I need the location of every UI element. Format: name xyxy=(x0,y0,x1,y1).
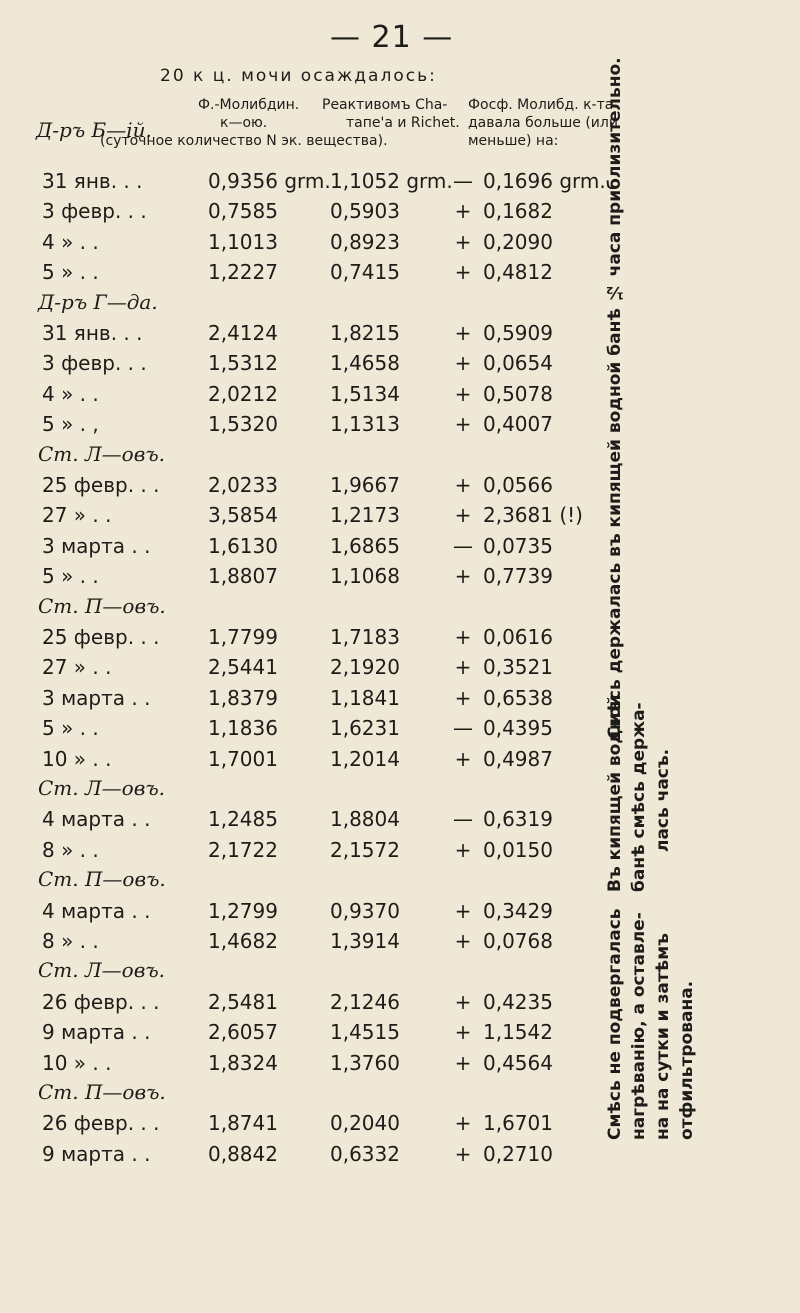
row-date: 26 февр. . . xyxy=(42,989,160,1014)
side-note-no-heating-line3: на на сутки и затѣмъ xyxy=(653,933,673,1140)
row-molybdenum-value: 2,4124 xyxy=(208,321,278,345)
group-title: Ст. П—овъ. xyxy=(38,593,166,618)
header-molybdenum-line2: к—ою. xyxy=(220,115,268,131)
row-phosphomolybdic-value: 0,6319 xyxy=(483,807,553,832)
row-difference-sign: + xyxy=(454,989,472,1014)
row-molybdenum-value: 1,4682 xyxy=(208,929,278,953)
row-difference-sign: — xyxy=(453,169,473,193)
row-date: 4 марта . . xyxy=(42,807,151,832)
row-reactive-value: 1,4658 xyxy=(330,351,400,376)
row-reactive-value: 2,1572 xyxy=(330,837,400,862)
table-row xyxy=(0,257,640,287)
row-date: 3 марта . . xyxy=(42,685,151,710)
row-difference-sign: — xyxy=(453,716,473,741)
row-date: 8 » . . xyxy=(42,837,99,862)
row-molybdenum-value: 0,7585 xyxy=(208,199,278,224)
row-phosphomolybdic-value: 0,1682 xyxy=(483,199,553,224)
header-molybdenum xyxy=(198,96,299,132)
row-phosphomolybdic-value: 1,1542 xyxy=(483,1020,553,1045)
row-phosphomolybdic-value: 0,2710 xyxy=(483,1141,553,1166)
table-row xyxy=(0,804,640,834)
side-note-heating-hour-line3: лась часъ. xyxy=(653,748,673,852)
row-reactive-value: 1,1313 xyxy=(330,412,400,437)
group-title: Д-ръ Г—да. xyxy=(38,289,158,314)
row-difference-sign: + xyxy=(454,1020,472,1045)
row-phosphomolybdic-value: 0,1696 grm. xyxy=(483,169,606,193)
row-phosphomolybdic-value: 0,0150 xyxy=(483,837,553,862)
row-reactive-value: 1,3760 xyxy=(330,1050,400,1075)
table-row xyxy=(0,713,640,743)
row-molybdenum-value: 1,7799 xyxy=(208,625,278,649)
header-subtitle-right: меньше) на: xyxy=(468,133,559,149)
table-row xyxy=(0,531,640,561)
row-molybdenum-value: 2,6057 xyxy=(208,1020,278,1045)
header-subtitle: (суточное количество N эк. вещества). xyxy=(100,133,388,149)
row-phosphomolybdic-value: 0,4564 xyxy=(483,1050,553,1075)
table-row xyxy=(0,652,640,682)
row-molybdenum-value: 1,7001 xyxy=(208,746,278,771)
group-title: Ст. Л—овъ. xyxy=(38,441,166,466)
row-date: 25 февр. . . xyxy=(42,473,160,497)
table-row xyxy=(0,1048,640,1078)
table-row xyxy=(0,348,640,378)
row-difference-sign: + xyxy=(454,1141,472,1166)
side-note-no-heating-line2: нагрѣванію, а оставле- xyxy=(629,912,649,1140)
row-phosphomolybdic-value: 1,6701 xyxy=(483,1111,553,1136)
row-date: 31 янв. . . xyxy=(42,169,143,193)
row-reactive-value: 1,6865 xyxy=(330,533,400,558)
row-reactive-value: 1,9667 xyxy=(330,473,400,497)
table-row xyxy=(0,926,640,956)
row-date: 5 » . , xyxy=(42,412,99,437)
row-phosphomolybdic-value: 0,5909 xyxy=(483,321,553,345)
row-difference-sign: + xyxy=(454,1111,472,1136)
row-difference-sign: — xyxy=(453,533,473,558)
row-reactive-value: 1,1052 grm. xyxy=(330,169,453,193)
table-row xyxy=(0,835,640,865)
row-date: 5 » . . xyxy=(42,260,99,285)
row-date: 9 марта . . xyxy=(42,1141,151,1166)
row-reactive-value: 1,4515 xyxy=(330,1020,400,1045)
row-phosphomolybdic-value: 0,4987 xyxy=(483,746,553,771)
row-difference-sign: + xyxy=(454,351,472,376)
table-heading: 20 к ц. мочи осаждалось: xyxy=(160,66,437,86)
header-reactive-line2: тапе'а и Richet. xyxy=(346,115,460,131)
row-phosphomolybdic-value: 0,4235 xyxy=(483,989,553,1014)
row-reactive-value: 1,8215 xyxy=(330,321,400,345)
row-date: 9 марта . . xyxy=(42,1020,151,1045)
row-molybdenum-value: 2,1722 xyxy=(208,837,278,862)
row-difference-sign: + xyxy=(454,564,472,589)
group-title: Ст. Л—овъ. xyxy=(38,776,166,800)
row-reactive-value: 0,6332 xyxy=(330,1141,400,1166)
row-difference-sign: + xyxy=(454,473,472,497)
row-date: 26 февр. . . xyxy=(42,1111,160,1136)
row-difference-sign: + xyxy=(454,625,472,649)
side-note-heating-half-hour: Смѣсь держалась въ кипящей водной банѣ ½ часа приблизительно. xyxy=(605,57,625,739)
header-phosphomolybdic xyxy=(468,96,618,132)
table-row xyxy=(0,1017,640,1047)
row-reactive-value: 1,6231 xyxy=(330,716,400,741)
row-molybdenum-value: 1,5320 xyxy=(208,412,278,437)
table-row xyxy=(0,470,640,500)
side-note-heating-hour-line2: банѣ смѣсь держа- xyxy=(629,702,649,892)
group-title: Ст. Л—овъ. xyxy=(38,958,166,983)
row-reactive-value: 0,8923 xyxy=(330,229,400,254)
row-difference-sign: + xyxy=(454,837,472,862)
row-phosphomolybdic-value: 0,4007 xyxy=(483,412,553,437)
table-row xyxy=(0,896,640,926)
row-molybdenum-value: 1,2799 xyxy=(208,898,278,923)
side-note-heating-hour-line1: Въ кипящей водной xyxy=(605,694,625,892)
row-molybdenum-value: 1,1013 xyxy=(208,229,278,254)
table-row xyxy=(0,744,640,774)
row-molybdenum-value: 0,8842 xyxy=(208,1141,278,1166)
row-reactive-value: 1,1841 xyxy=(330,685,400,710)
row-phosphomolybdic-value: 0,0616 xyxy=(483,625,553,649)
table-row xyxy=(0,227,640,257)
row-difference-sign: + xyxy=(454,321,472,345)
row-difference-sign: + xyxy=(454,1050,472,1075)
row-date: 31 янв. . . xyxy=(42,321,143,345)
table-row xyxy=(0,166,640,196)
row-difference-sign: + xyxy=(454,199,472,224)
row-date: 10 » . . xyxy=(42,746,112,771)
row-date: 27 » . . xyxy=(42,655,112,680)
row-reactive-value: 1,2173 xyxy=(330,503,400,528)
row-date: 25 февр. . . xyxy=(42,625,160,649)
row-molybdenum-value: 1,8379 xyxy=(208,685,278,710)
row-date: 4 » . . xyxy=(42,229,99,254)
row-reactive-value: 1,5134 xyxy=(330,381,400,406)
row-molybdenum-value: 3,5854 xyxy=(208,503,278,528)
row-difference-sign: + xyxy=(454,929,472,953)
page-number: — 21 — xyxy=(330,20,454,55)
row-date: 3 марта . . xyxy=(42,533,151,558)
table-row xyxy=(0,987,640,1017)
row-molybdenum-value: 2,0212 xyxy=(208,381,278,406)
row-molybdenum-value: 1,5312 xyxy=(208,351,278,376)
row-phosphomolybdic-value: 0,4812 xyxy=(483,260,553,285)
row-phosphomolybdic-value: 0,0566 xyxy=(483,473,553,497)
row-molybdenum-value: 2,0233 xyxy=(208,473,278,497)
row-date: 8 » . . xyxy=(42,929,99,953)
row-difference-sign: + xyxy=(454,685,472,710)
table-row xyxy=(0,500,640,530)
group-title: Ст. П—овъ. xyxy=(38,867,166,892)
row-date: 27 » . . xyxy=(42,503,112,528)
table-row xyxy=(0,561,640,591)
row-molybdenum-value: 1,1836 xyxy=(208,716,278,741)
header-molybdenum-line1: Ф.-Молибдин. xyxy=(198,97,300,113)
row-date: 4 марта . . xyxy=(42,898,151,923)
row-phosphomolybdic-value: 0,3429 xyxy=(483,898,553,923)
row-molybdenum-value: 1,8807 xyxy=(208,564,278,589)
row-phosphomolybdic-value: 0,0735 xyxy=(483,533,553,558)
table-row xyxy=(0,409,640,439)
header-phosphomolybdic-line2: давала больше (или xyxy=(468,115,618,131)
row-molybdenum-value: 1,2227 xyxy=(208,260,278,285)
row-phosphomolybdic-value: 0,7739 xyxy=(483,564,553,589)
row-difference-sign: + xyxy=(454,260,472,285)
row-phosphomolybdic-value: 0,0654 xyxy=(483,351,553,376)
row-reactive-value: 2,1246 xyxy=(330,989,400,1014)
side-note-no-heating-line1: Смѣсь не подвергалась xyxy=(605,908,625,1140)
table-row xyxy=(0,1108,640,1138)
row-reactive-value: 0,2040 xyxy=(330,1111,400,1136)
row-reactive-value: 1,1068 xyxy=(330,564,400,589)
row-phosphomolybdic-value: 0,3521 xyxy=(483,655,553,680)
group-title: Ст. П—овъ. xyxy=(38,1080,166,1104)
row-molybdenum-value: 0,9356 grm. xyxy=(208,169,331,193)
row-reactive-value: 1,3914 xyxy=(330,929,400,953)
row-phosphomolybdic-value: 0,6538 xyxy=(483,685,553,710)
header-reactive xyxy=(322,96,460,132)
row-difference-sign: + xyxy=(454,746,472,771)
table-row xyxy=(0,379,640,409)
table-row xyxy=(0,1139,640,1169)
row-difference-sign: + xyxy=(454,898,472,923)
row-difference-sign: — xyxy=(453,807,473,832)
header-phosphomolybdic-line1: Фосф. Молибд. к-та xyxy=(468,97,614,113)
table-row xyxy=(0,622,640,652)
row-difference-sign: + xyxy=(454,381,472,406)
table-row xyxy=(0,196,640,226)
row-reactive-value: 0,9370 xyxy=(330,898,400,923)
row-difference-sign: + xyxy=(454,655,472,680)
row-phosphomolybdic-value: 0,5078 xyxy=(483,381,553,406)
row-phosphomolybdic-value: 0,0768 xyxy=(483,929,553,953)
row-reactive-value: 1,8804 xyxy=(330,807,400,832)
row-molybdenum-value: 2,5441 xyxy=(208,655,278,680)
row-date: 10 » . . xyxy=(42,1050,112,1075)
row-reactive-value: 0,7415 xyxy=(330,260,400,285)
header-reactive-line1: Реактивомъ Cha- xyxy=(322,97,448,113)
row-molybdenum-value: 1,8741 xyxy=(208,1111,278,1136)
row-phosphomolybdic-value: 0,4395 xyxy=(483,716,553,741)
row-date: 5 » . . xyxy=(42,564,99,589)
table-row xyxy=(0,683,640,713)
row-reactive-value: 0,5903 xyxy=(330,199,400,224)
table-row xyxy=(0,318,640,348)
header-first-column: Д-ръ Б—ій. xyxy=(36,118,152,142)
row-difference-sign: + xyxy=(454,503,472,528)
row-difference-sign: + xyxy=(454,412,472,437)
row-reactive-value: 2,1920 xyxy=(330,655,400,680)
row-date: 4 » . . xyxy=(42,381,99,406)
row-molybdenum-value: 1,8324 xyxy=(208,1050,278,1075)
row-difference-sign: + xyxy=(454,229,472,254)
row-phosphomolybdic-value: 2,3681 (!) xyxy=(483,503,583,528)
row-date: 5 » . . xyxy=(42,716,99,741)
row-reactive-value: 1,7183 xyxy=(330,625,400,649)
side-note-no-heating-line4: отфильтрована. xyxy=(677,980,697,1140)
row-molybdenum-value: 1,6130 xyxy=(208,533,278,558)
row-date: 3 февр. . . xyxy=(42,351,147,376)
row-molybdenum-value: 1,2485 xyxy=(208,807,278,832)
row-reactive-value: 1,2014 xyxy=(330,746,400,771)
row-phosphomolybdic-value: 0,2090 xyxy=(483,229,553,254)
row-date: 3 февр. . . xyxy=(42,199,147,224)
row-molybdenum-value: 2,5481 xyxy=(208,989,278,1014)
